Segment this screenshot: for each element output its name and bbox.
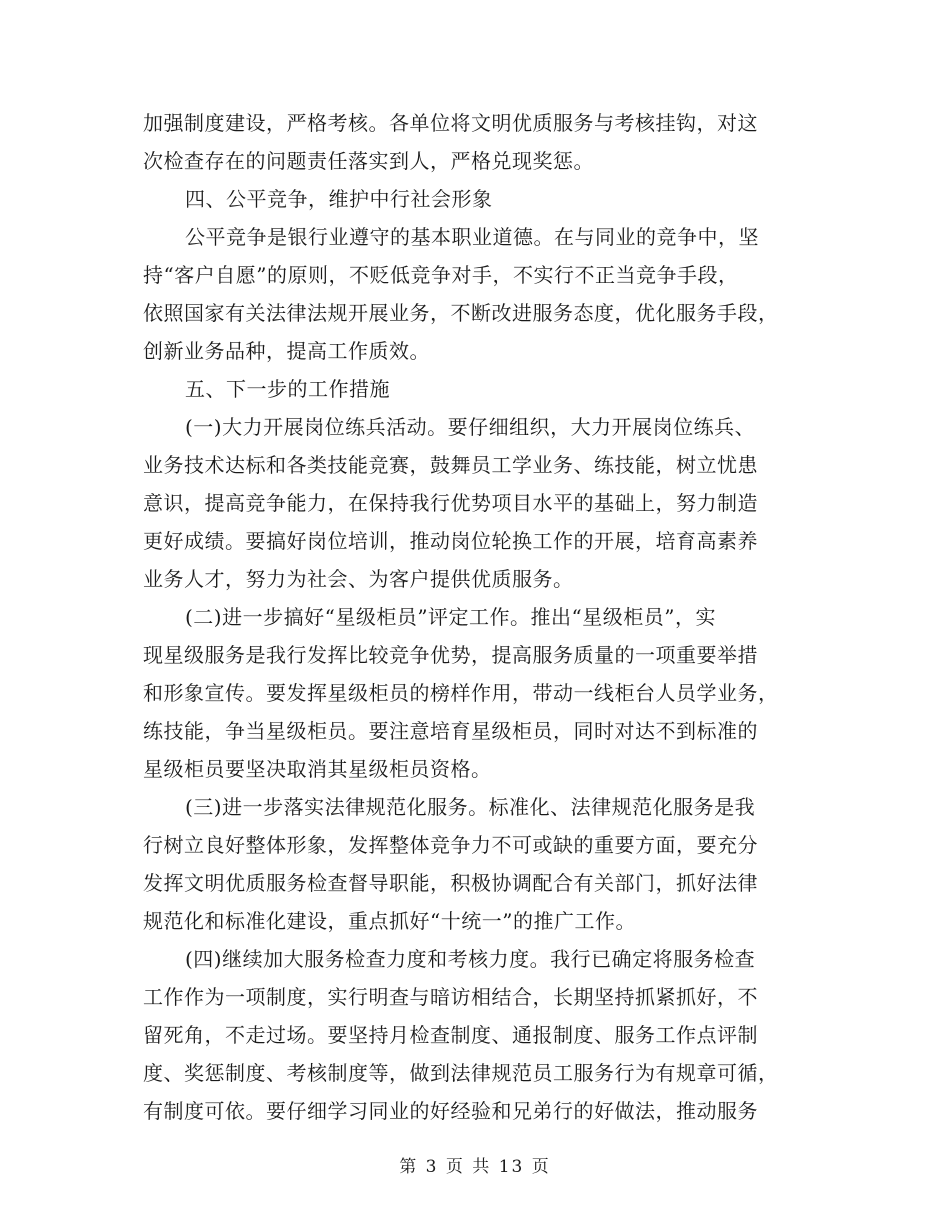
text-line: 意识，提高竞争能力，在保持我行优势项目水平的基础上，努力制造 xyxy=(143,491,758,515)
paragraph-continuation xyxy=(143,104,808,180)
text-line: 持“客户自愿”的原则，不贬低竞争对手，不实行不正当竞争手段， xyxy=(143,263,739,287)
text-line: 更好成绩。要搞好岗位培训，推动岗位轮换工作的开展，培育高素养 xyxy=(143,529,758,553)
text-line: 留死角，不走过场。要坚持月检查制度、通报制度、服务工作点评制 xyxy=(143,1023,758,1047)
text-line: 现星级服务是我行发挥比较竞争优势，提高服务质量的一项重要举措 xyxy=(143,643,758,667)
section-heading-5 xyxy=(143,370,808,408)
text-line: 发挥文明优质服务检查督导职能，积极协调配合有关部门，抓好法律 xyxy=(143,871,758,895)
text-line: 加强制度建设，严格考核。各单位将文明优质服务与考核挂钩，对这 xyxy=(143,111,758,135)
document-body xyxy=(143,104,808,1130)
text-line: 创新业务品种，提高工作质效。 xyxy=(143,339,430,363)
text-line: 业务人才，努力为社会、为客户提供优质服务。 xyxy=(143,567,574,591)
text-line: 公平竞争是银行业遵守的基本职业道德。在与同业的竞争中，坚 xyxy=(185,225,759,249)
page-number-footer: 第 3 页 共 13 页 xyxy=(399,1157,551,1177)
text-line: 练技能，争当星级柜员。要注意培育星级柜员，同时对达不到标准的 xyxy=(143,719,758,743)
paragraph-fair-competition xyxy=(143,218,808,370)
text-line: 行树立良好整体形象，发挥整体竞争力不可或缺的重要方面，要充分 xyxy=(143,833,758,857)
text-line: 有制度可依。要仔细学习同业的好经验和兄弟行的好做法，推动服务 xyxy=(143,1099,758,1123)
text-line: 和形象宣传。要发挥星级柜员的榜样作用，带动一线柜台人员学业务， xyxy=(143,681,779,705)
text-line: 规范化和标准化建设，重点抓好“十统一”的推广工作。 xyxy=(143,909,636,933)
text-line: (四)继续加大服务检查力度和考核力度。我行已确定将服务检查 xyxy=(185,947,756,971)
paragraph-measure-4 xyxy=(143,940,808,1130)
text-line: 业务技术达标和各类技能竞赛，鼓舞员工学业务、练技能，树立忧患 xyxy=(143,453,758,477)
paragraph-measure-3 xyxy=(143,788,808,940)
text-line: (一)大力开展岗位练兵活动。要仔细组织，大力开展岗位练兵、 xyxy=(185,415,756,439)
text-line: 工作作为一项制度，实行明查与暗访相结合，长期坚持抓紧抓好，不 xyxy=(143,985,758,1009)
paragraph-measure-1 xyxy=(143,408,808,598)
heading-line: 五、下一步的工作措施 xyxy=(185,377,390,401)
text-line: 次检查存在的问题责任落实到人，严格兑现奖惩。 xyxy=(143,149,594,173)
paragraph-measure-2 xyxy=(143,598,808,788)
text-line: 依照国家有关法律法规开展业务，不断改进服务态度，优化服务手段， xyxy=(143,301,779,325)
section-heading-4 xyxy=(143,180,808,218)
text-line: 度、奖惩制度、考核制度等，做到法律规范员工服务行为有规章可循， xyxy=(143,1061,779,1085)
heading-line: 四、公平竞争，维护中行社会形象 xyxy=(185,187,493,211)
text-line: (二)进一步搞好“星级柜员”评定工作。推出“星级柜员”，实 xyxy=(185,605,717,629)
text-line: (三)进一步落实法律规范化服务。标准化、法律规范化服务是我 xyxy=(185,795,756,819)
text-line: 星级柜员要坚决取消其星级柜员资格。 xyxy=(143,757,492,781)
